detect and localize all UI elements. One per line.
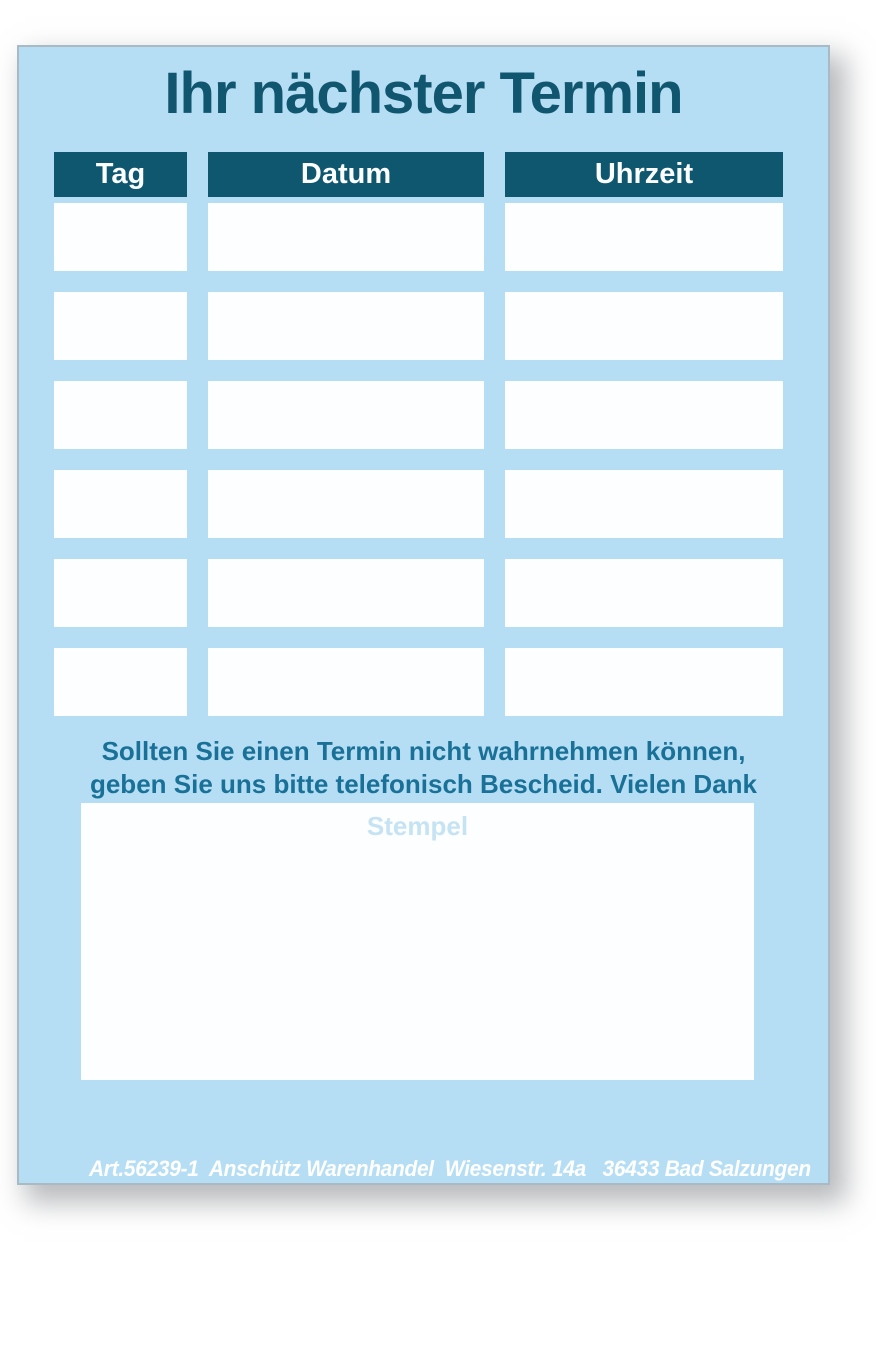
table-cell [505, 470, 783, 538]
stamp-area [81, 803, 754, 1080]
table-cell [208, 559, 484, 627]
table-cell [54, 470, 187, 538]
table-cell [505, 203, 783, 271]
appointment-card [17, 45, 830, 1277]
table-cell [54, 292, 187, 360]
table-cell [54, 559, 187, 627]
table-cell [208, 203, 484, 271]
column-header-datum: Datum [208, 152, 484, 197]
table-cell [505, 292, 783, 360]
table-cell [505, 381, 783, 449]
table-cell [208, 381, 484, 449]
table-cell [208, 648, 484, 716]
table-body [54, 203, 783, 716]
table-cell [208, 292, 484, 360]
notice-text [19, 735, 828, 801]
stamp-label: Stempel [366, 811, 469, 841]
table-cell [54, 203, 187, 271]
column-header-uhrzeit: Uhrzeit [505, 152, 783, 197]
footer [89, 1089, 811, 1345]
table-cell [505, 559, 783, 627]
column-header-tag: Tag [54, 152, 187, 197]
footer-line-1: Art.56239-1 Anschütz Warenhandel Wiesenstr. 14a 36433 Bad Salzungen [89, 1156, 811, 1181]
notice-line-1: Sollten Sie einen Termin nicht wahrnehmen können, [101, 736, 746, 766]
table-cell [54, 648, 187, 716]
footer-line-2: www.Anschütz.shop info@anschuetz.shop [94, 1252, 527, 1277]
page-title: Ihr nächster Termin [164, 61, 683, 126]
table-cell [208, 470, 484, 538]
table-header-row [54, 152, 783, 197]
notice-line-2: geben Sie uns bitte telefonisch Bescheid. Vielen Dank [89, 769, 758, 799]
table-cell [54, 381, 187, 449]
appointment-table [54, 152, 783, 716]
table-cell [505, 648, 783, 716]
